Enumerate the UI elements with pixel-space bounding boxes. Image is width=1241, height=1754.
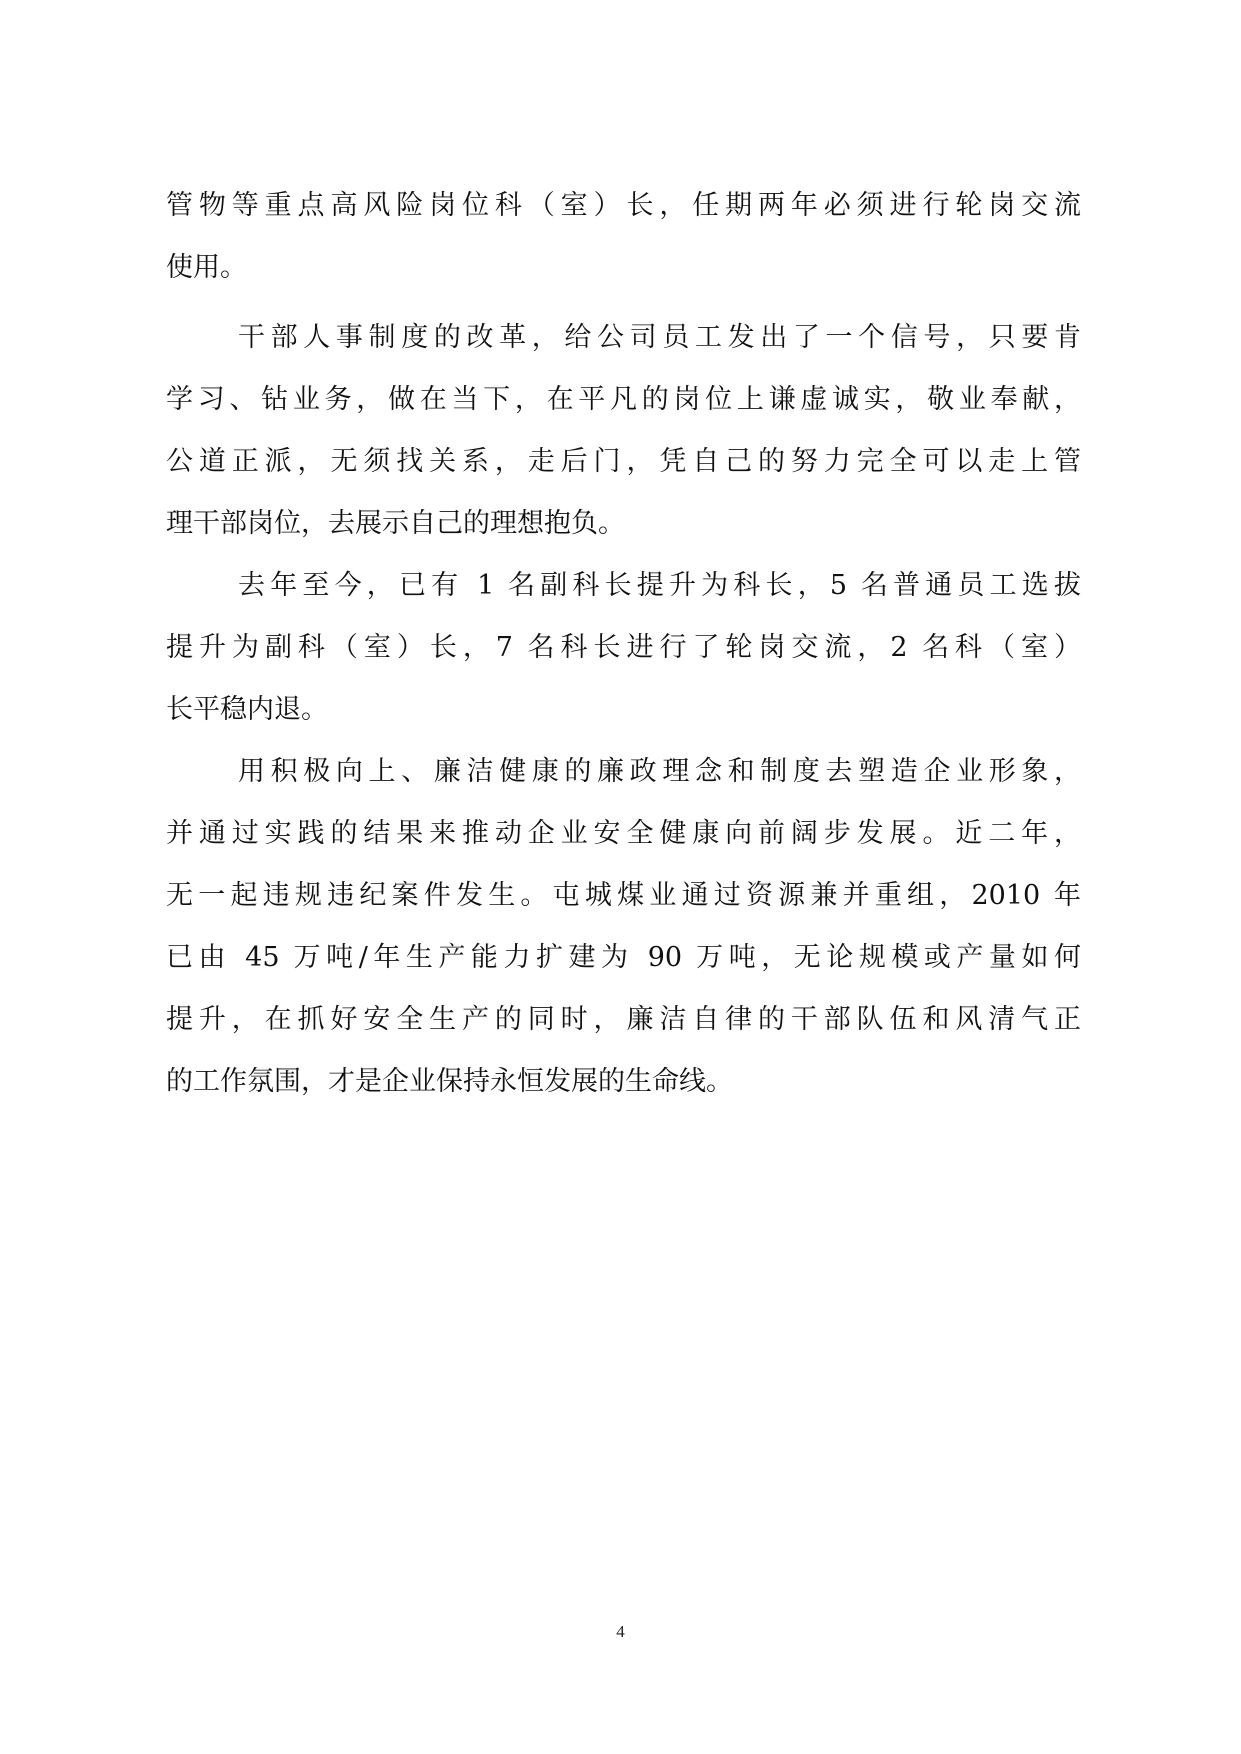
text-line: 并通过实践的结果来推动企业安全健康向前阔步发展。近二年， [166,818,1081,849]
text-line: 提升为副科（室）长，7 名科长进行了轮岗交流，2 名科（室） [166,632,1081,663]
text-line: 理干部岗位，去展示自己的理想抱负。 [166,508,625,539]
text-line: 管物等重点高风险岗位科（室）长，任期两年必须进行轮岗交流 [166,190,1081,221]
document-body [166,191,1081,1129]
paragraph-first-line: 干部人事制度的改革，给公司员工发出了一个信号，只要肯 [238,322,1081,353]
text-line: 无一起违规违纪案件发生。屯城煤业通过资源兼并重组，2010 年 [166,880,1081,911]
text-line: 的工作氛围，才是企业保持永恒发展的生命线。 [166,1066,733,1097]
paragraph-first-line: 用积极向上、廉洁健康的廉政理念和制度去塑造企业形象， [238,756,1081,787]
text-line: 已由 45 万吨/年生产能力扩建为 90 万吨，无论规模或产量如何 [166,942,1081,973]
text-line: 提升，在抓好安全生产的同时，廉洁自律的干部队伍和风清气正 [166,1004,1081,1035]
text-line: 学习、钻业务，做在当下，在平凡的岗位上谦虚诚实，敬业奉献， [166,384,1081,415]
page-number: 4 [616,1622,625,1641]
paragraph-first-line: 去年至今，已有 1 名副科长提升为科长，5 名普通员工选拔 [238,570,1081,601]
text-line: 公道正派，无须找关系，走后门，凭自己的努力完全可以走上管 [166,446,1081,477]
text-line: 长平稳内退。 [166,694,328,725]
text-line: 使用。 [166,252,247,283]
